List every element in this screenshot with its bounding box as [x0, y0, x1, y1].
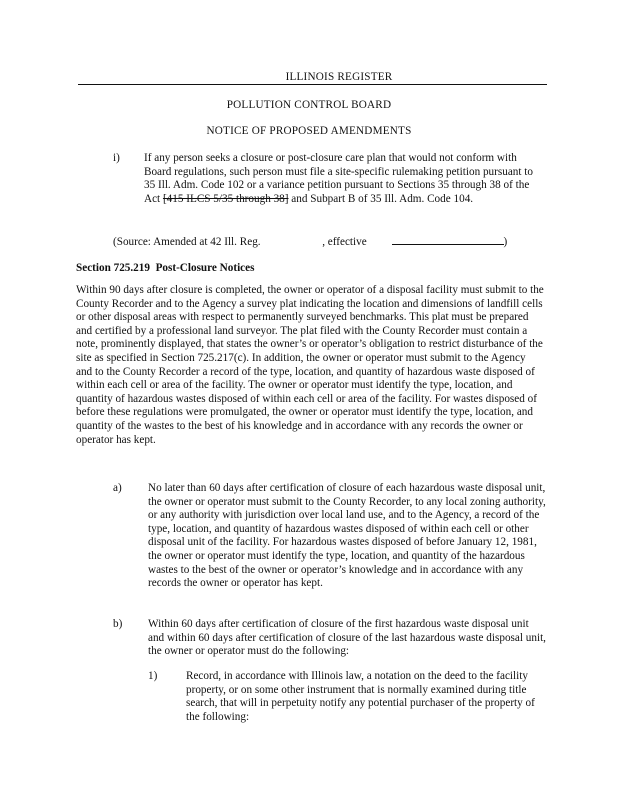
item-b1	[186, 670, 546, 724]
item-i-label: i)	[113, 152, 120, 164]
item-i-struck-citation: [415 ILCS 5/35 through 38]	[162, 192, 289, 205]
item-b-text: Within 60 days after certification of closure of the first hazardous waste disposal unit and within 60 days after certification of closure of the last hazardous waste disposal unit, the owner or operator must do the following:	[148, 618, 546, 658]
item-b1-text: Record, in accordance with Illinois law, a notation on the deed to the facility property, or on some other instrument that is normally examined during title search, that will in perpetuity notify any potential purchaser of the property of the following:	[186, 670, 535, 723]
intro-text: Within 90 days after closure is completed, the owner or operator of a disposal facility must submit to the County Recorder and to the Agency a survey plat indicating the location and dimensions of landfill cells or other disposal areas with respect to permanently surveyed benchmarks. This plat must be prepared and certified by a professional land surveyor. The plat filed with the County Recorder must contain a note, prominently displayed, that states the owner’s or operator’s obligation to restrict disturbance of the site as specified in Section 725.217(c). In addition, the owner or operator must submit to the Agency and to the County Recorder a record of the type, location, and quantity of hazardous waste disposed of within each cell or area of the facility. The owner or operator must identify the type, location, and quantity of hazardous wastes disposed of within each cell or area of the facility. For wastes disposed of before these regulations were promulgated, the owner or operator must identify the type, location, and quantity of the wastes to the best of his knowledge and in accordance with any records the owner or operator has kept.	[76, 284, 544, 446]
board-title: POLLUTION CONTROL BOARD	[226, 99, 392, 111]
source-effective: , effective	[322, 236, 367, 248]
item-b-label: b)	[113, 618, 123, 630]
item-i-text: If any person seeks a closure or post-closure care plan that would not conform with Board regulations, such person must file a site-specific rulemaking petition pursuant to 35 Ill. Adm. Code 102 or a variance petition pursuant to Sections 35 through 38 of the Act	[144, 152, 533, 205]
source-reg-blank	[263, 235, 319, 245]
item-i	[144, 152, 536, 206]
source-note	[113, 234, 543, 250]
section-number: Section 725.219	[76, 262, 150, 274]
item-b1-label: 1)	[148, 670, 158, 682]
intro-paragraph	[76, 284, 544, 447]
item-i-text-end: and Subpart B of 35 Ill. Adm. Code 104.	[288, 192, 474, 205]
register-title: ILLINOIS REGISTER	[285, 71, 393, 83]
notice-title: NOTICE OF PROPOSED AMENDMENTS	[206, 125, 412, 137]
item-b	[148, 618, 546, 659]
source-suffix: )	[503, 236, 508, 248]
section-heading	[76, 262, 254, 276]
section-title: Post-Closure Notices	[155, 262, 255, 274]
item-a-label: a)	[113, 482, 122, 494]
source-prefix: (Source: Amended at 42 Ill. Reg.	[113, 236, 261, 248]
item-a	[148, 482, 546, 591]
item-a-text: No later than 60 days after certification of closure of each hazardous waste disposal unit, the owner or operator must submit to the County Recorder, to any local zoning authority, or any authority with jurisdiction over local land use, and to the Agency, a record of the type, location, and quantity of hazardous wastes disposed of within each cell or other disposal unit of the facility. For hazardous wastes disposed of before January 12, 1981, the owner or operator must identify the type, location, and quantity of the hazardous wastes to the best of the owner or operator’s knowledge and in accordance with any records the owner or operator has kept.	[148, 482, 546, 590]
source-date-blank	[392, 234, 504, 245]
